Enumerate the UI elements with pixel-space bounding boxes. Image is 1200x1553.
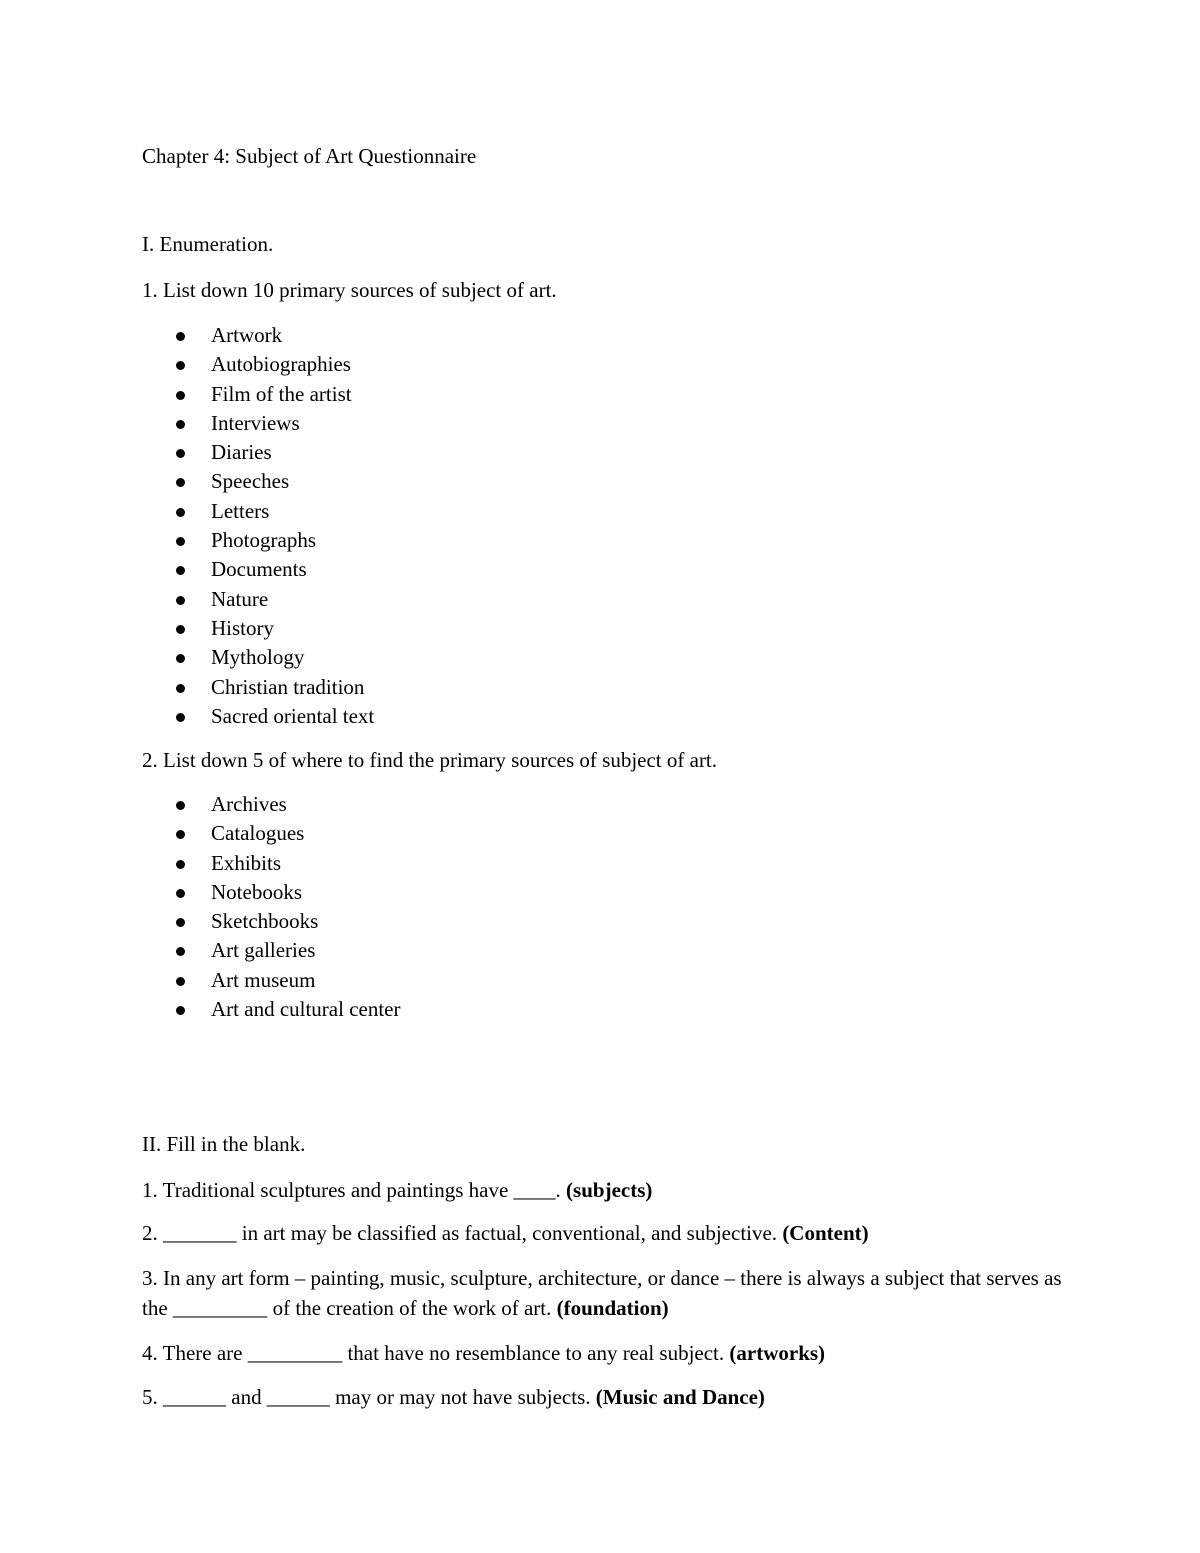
bullet-icon [176, 947, 185, 956]
section-heading-fill-in-the-blank: II. Fill in the blank. [142, 1132, 306, 1156]
list-item: Interviews [0, 409, 374, 438]
list-item: Exhibits [0, 849, 401, 878]
document-title: Chapter 4: Subject of Art Questionnaire [142, 144, 477, 168]
list-item: Photographs [0, 526, 374, 555]
bullet-icon [176, 449, 185, 458]
question-1-text: 1. List down 10 primary sources of subject of art. [142, 278, 557, 302]
answer: (artworks) [729, 1341, 826, 1365]
answer: (foundation) [556, 1296, 669, 1320]
list-item: Archives [0, 790, 401, 819]
bullet-icon [176, 918, 185, 927]
list-item: Film of the artist [0, 380, 374, 409]
bullet-icon [176, 889, 185, 898]
answer: (Content) [782, 1221, 869, 1245]
list-item: Speeches [0, 467, 374, 496]
fill-question-2: 2. _______ in art may be classified as factual, conventional, and subjective. (Content) [142, 1221, 869, 1245]
bullet-icon [176, 508, 185, 517]
list-item: History [0, 614, 374, 643]
bullet-icon [176, 625, 185, 634]
fill-question-4: 4. There are _________ that have no resemblance to any real subject. (artworks) [142, 1341, 826, 1365]
list-item: Art museum [0, 966, 401, 995]
bullet-icon [176, 332, 185, 341]
list-item: Art and cultural center [0, 995, 401, 1024]
list-item: Mythology [0, 643, 374, 672]
bullet-icon [176, 537, 185, 546]
section-heading-enumeration: I. Enumeration. [142, 232, 274, 256]
list-item: Notebooks [0, 878, 401, 907]
bullet-icon [176, 860, 185, 869]
bullet-icon [176, 684, 185, 693]
bullet-icon [176, 420, 185, 429]
bullet-icon [176, 977, 185, 986]
fill-question-1: 1. Traditional sculptures and paintings have ____. (subjects) [142, 1178, 653, 1202]
bullet-icon [176, 801, 185, 810]
bullet-icon [176, 566, 185, 575]
primary-sources-list [0, 321, 374, 731]
list-item: Documents [0, 555, 374, 584]
bullet-icon [176, 391, 185, 400]
bullet-icon [176, 361, 185, 370]
list-item: Autobiographies [0, 350, 374, 379]
bullet-icon [176, 713, 185, 722]
list-item: Catalogues [0, 819, 401, 848]
list-item: Sketchbooks [0, 907, 401, 936]
bullet-icon [176, 478, 185, 487]
list-item: Christian tradition [0, 673, 374, 702]
source-locations-list [0, 790, 401, 1024]
fill-question-3: 3. In any art form – painting, music, sculpture, architecture, or dance – there is always a subject that serves as the _________ of the creation of the work of art. (foundation) [142, 1266, 1062, 1320]
list-item: Letters [0, 497, 374, 526]
list-item: Art galleries [0, 936, 401, 965]
answer: (subjects) [566, 1178, 653, 1202]
list-item: Nature [0, 585, 374, 614]
list-item: Diaries [0, 438, 374, 467]
bullet-icon [176, 654, 185, 663]
answer: (Music and Dance) [595, 1385, 765, 1409]
fill-question-5: 5. ______ and ______ may or may not have subjects. (Music and Dance) [142, 1385, 765, 1409]
list-item: Artwork [0, 321, 374, 350]
bullet-icon [176, 830, 185, 839]
bullet-icon [176, 1006, 185, 1015]
question-2-text: 2. List down 5 of where to find the primary sources of subject of art. [142, 748, 718, 772]
bullet-icon [176, 596, 185, 605]
list-item: Sacred oriental text [0, 702, 374, 731]
